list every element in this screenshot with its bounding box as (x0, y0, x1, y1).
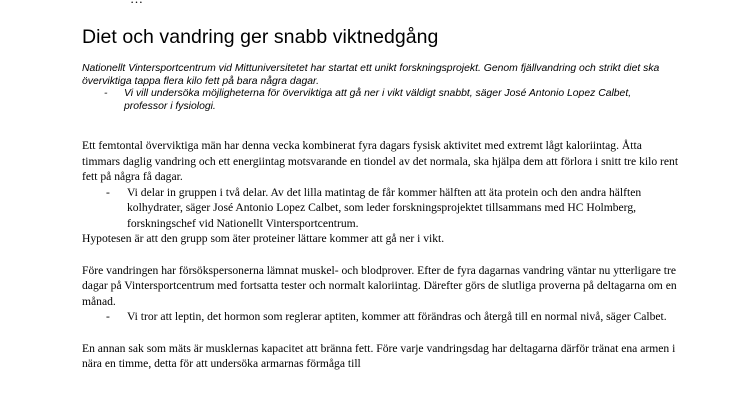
article-body (82, 138, 682, 372)
body-paragraph-4: En annan sak som mäts är musklernas kapacitet att bränna fett. Före varje vandringsdag har deltagarna därför tränat ena armen i nära en timme, detta för att undersöka armarnas förmåga till (82, 341, 676, 370)
article-lead (82, 63, 662, 113)
partial-top-text (130, 0, 330, 5)
body-paragraph-2: Hypotesen är att den grupp som äter proteiner lättare kommer att gå ner i vikt. (82, 232, 445, 245)
article-title: Diet och vandring ger snabb viktnedgång (82, 26, 439, 48)
lead-quote: - Vi vill undersöka möjligheterna för överviktiga att gå ner i vikt väldigt snabbt, säger José Antonio Lopez Calbet, professor i fysiologi. (82, 88, 662, 113)
body-quote-2: - Vi tror att leptin, det hormon som reglerar aptiten, kommer att förändras och återgå till en normal nivå, säger Calbet. (82, 309, 682, 325)
body-quote-1: - Vi delar in gruppen i två delar. Av det lilla matintag de får kommer hälften att äta protein och den andra hälften kolhydrater, säger José Antonio Lopez Calbet, som leder forskningsprojektet tillsammans med HC Holmberg, forskningschef vid Nationellt Vintersportcentrum. (82, 185, 682, 232)
lead-intro: Nationellt Vintersportcentrum vid Mittuniversitetet har startat ett unikt forskningsprojekt. Genom fjällvandring och strikt diet ska överviktiga tappa flera kilo fett på bara några dagar. (82, 63, 660, 87)
body-paragraph-1: Ett femtontal överviktiga män har denna vecka kombinerat fyra dagars fysisk aktivitet med extremt lågt kaloriintag. Åtta timmars daglig vandring och ett energiintag motsvarande en tiondel av det normala, ska hjälpa dem att förlora i snitt tre kilo rent fett på några få dagar. (82, 139, 679, 183)
body-paragraph-3: Före vandringen har försökspersonerna lämnat muskel- och blodprover. Efter de fyra dagarnas vandring väntar nu ytterligare tre dagar på Vintersportcentrum med fortsatta tester och normalt kaloriintag. Därefter görs de slutliga proverna på deltagarna om en månad. (82, 263, 677, 308)
paragraph-gap (82, 247, 682, 263)
paragraph-gap (82, 325, 682, 341)
